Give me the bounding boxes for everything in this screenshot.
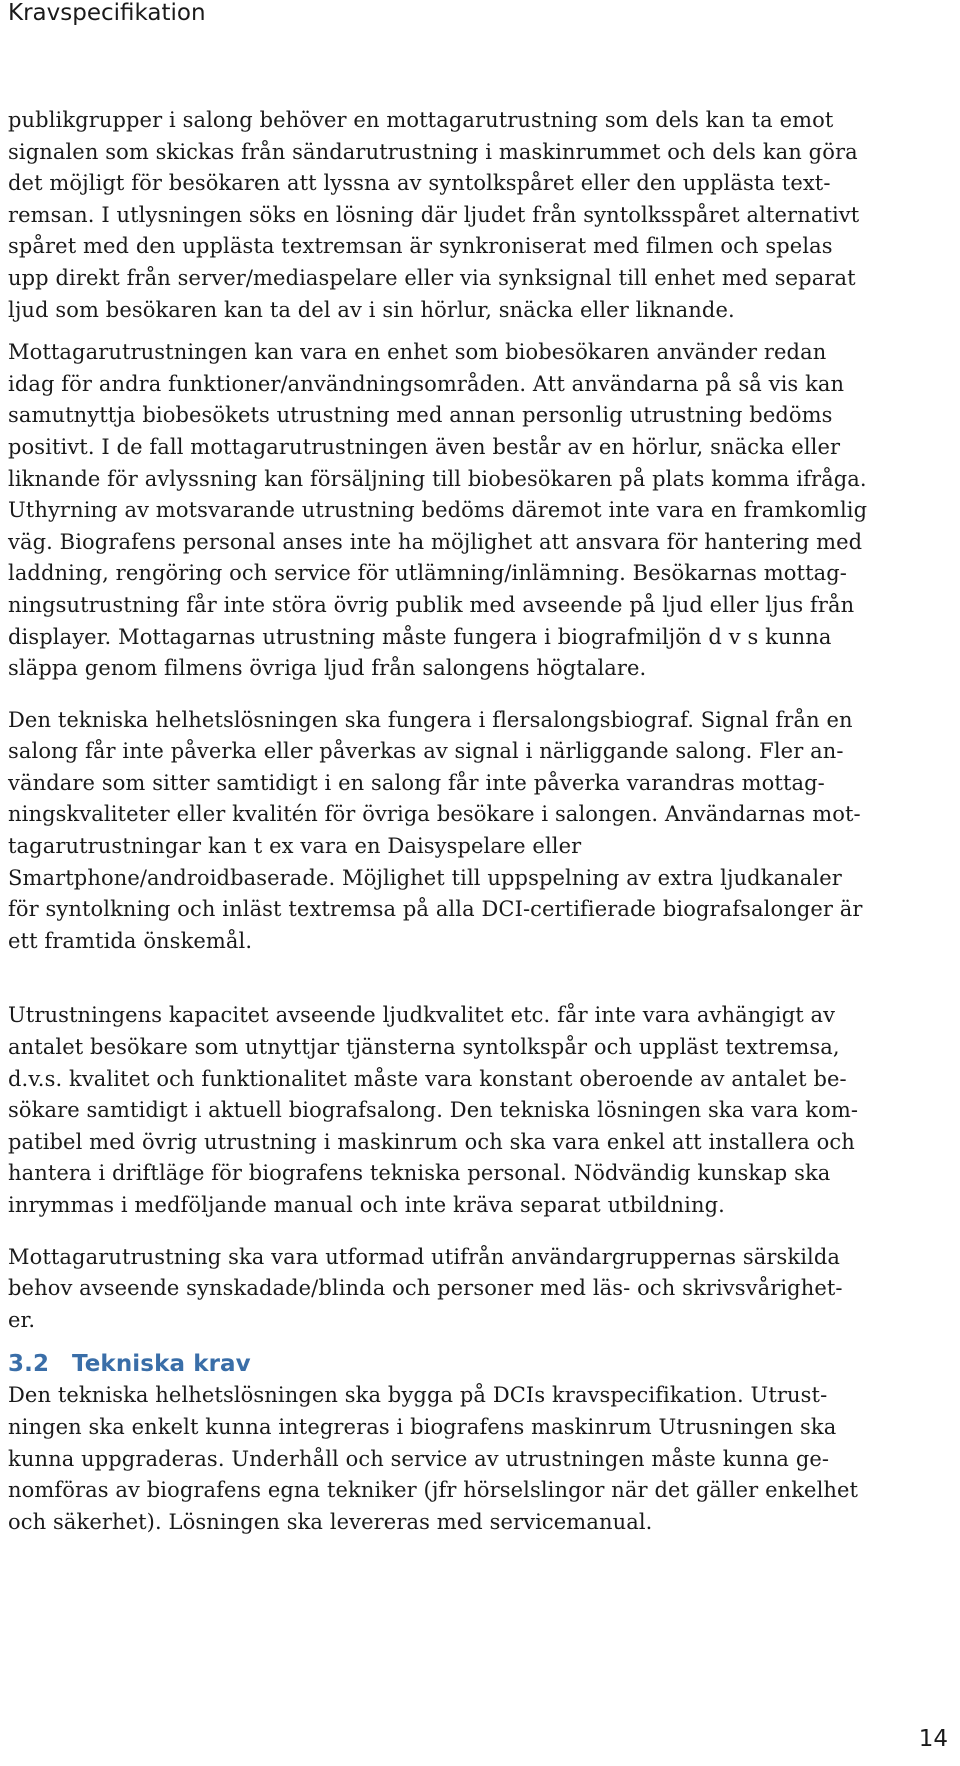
text-line: Smartphone/androidbaserade. Möjlighet till uppspelning av extra ljudkanaler bbox=[8, 865, 842, 890]
text-line: ningskvaliteter eller kvalitén för övriga besökare i salongen. Användarnas mot- bbox=[8, 802, 861, 827]
text-line: antalet besökare som utnyttjar tjänsterna syntolkspår och uppläst textremsa, bbox=[8, 1035, 840, 1060]
text-line: och säkerhet). Lösningen ska levereras med servicemanual. bbox=[8, 1509, 653, 1534]
text-line: signalen som skickas från sändarutrustning i maskinrummet och dels kan göra bbox=[8, 139, 858, 164]
text-line: salong får inte påverka eller påverkas av signal i närliggande salong. Fler an- bbox=[8, 739, 844, 764]
text-line: tagarutrustningar kan t ex vara en Daisyspelare eller bbox=[8, 834, 582, 859]
text-line: Mottagarutrustning ska vara utformad utifrån användargruppernas särskilda bbox=[8, 1244, 841, 1269]
paragraph-receiver-equipment bbox=[8, 105, 948, 326]
text-line: inrymmas i medföljande manual och inte kräva separat utbildning. bbox=[8, 1193, 725, 1217]
text-line: nomföras av biografens egna tekniker (jfr hörselslingor när det gäller enkelhet bbox=[8, 1478, 859, 1503]
text-line: det möjligt för besökaren att lyssna av syntolkspåret eller den upplästa text- bbox=[8, 171, 831, 196]
text-line: Mottagarutrustningen kan vara en enhet som biobesökaren använder redan bbox=[8, 340, 827, 365]
page-number: 14 bbox=[918, 1726, 948, 1752]
text-line: patibel med övrig utrustning i maskinrum och ska vara enkel att installera och bbox=[8, 1129, 855, 1154]
text-line: Den tekniska helhetslösningen ska bygga på DCIs kravspecifikation. Utrust- bbox=[8, 1383, 828, 1408]
text-line: hantera i driftläge för biografens tekniska personal. Nödvändig kunskap ska bbox=[8, 1161, 831, 1186]
document-body bbox=[8, 105, 948, 1538]
text-line: upp direkt från server/mediaspelare eller via synksignal till enhet med separat bbox=[8, 265, 856, 290]
text-line: positivt. I de fall mottagarutrustningen även består av en hörlur, snäcka eller bbox=[8, 434, 841, 459]
text-line: ningsutrustning får inte störa övrig publik med avseende på ljud eller ljus från bbox=[8, 592, 855, 617]
text-line: d.v.s. kvalitet och funktionalitet måste vara konstant oberoende av antalet be- bbox=[8, 1066, 847, 1091]
paragraph-receiver-unit bbox=[8, 337, 948, 685]
text-line: ningen ska enkelt kunna integreras i biografens maskinrum Utrusningen ska bbox=[8, 1414, 837, 1439]
text-line: sökare samtidigt i aktuell biografsalong. Den tekniska lösningen ska vara kom- bbox=[8, 1098, 859, 1123]
text-line: displayer. Mottagarnas utrustning måste fungera i biografmiljön d v s kunna bbox=[8, 624, 832, 649]
text-line: vändare som sitter samtidigt i en salong får inte påverka varandras mottag- bbox=[8, 770, 825, 795]
text-line: Den tekniska helhetslösningen ska fungera i flersalongsbiograf. Signal från en bbox=[8, 707, 853, 732]
section-number: 3.2 bbox=[8, 1351, 50, 1378]
text-line: laddning, rengöring och service för utlämning/inlämning. Besökarnas mottag- bbox=[8, 561, 847, 586]
text-line: Utrustningens kapacitet avseende ljudkvalitet etc. får inte vara avhängigt av bbox=[8, 1003, 836, 1028]
text-line: ljud som besökaren kan ta del av i sin hörlur, snäcka eller liknande. bbox=[8, 297, 735, 322]
paragraph-user-needs bbox=[8, 1242, 948, 1337]
text-line: samutnyttja biobesökets utrustning med annan personlig utrustning bedöms bbox=[8, 403, 833, 428]
text-line: remsan. I utlysningen söks en lösning där ljudet från syntolksspåret alternativt bbox=[8, 202, 860, 227]
paragraph-technical-requirements bbox=[8, 1380, 948, 1538]
text-line: väg. Biografens personal anses inte ha möjlighet att ansvara för hantering med bbox=[8, 529, 863, 554]
text-line: spåret med den upplästa textremsan är synkroniserat med filmen och spelas bbox=[8, 234, 833, 259]
text-line: idag för andra funktioner/användningsområden. Att användarna på så vis kan bbox=[8, 371, 845, 396]
text-line: släppa genom filmens övriga ljud från salongens högtalare. bbox=[8, 656, 647, 681]
text-line: behov avseende synskadade/blinda och personer med läs- och skrivsvårighet- bbox=[8, 1276, 843, 1301]
text-line: för syntolkning och inläst textremsa på alla DCI-certifierade biografsalonger är bbox=[8, 897, 863, 922]
section-title: Tekniska krav bbox=[72, 1351, 251, 1378]
running-header: Kravspecifikation bbox=[8, 0, 206, 26]
text-line: kunna uppgraderas. Underhåll och service av utrustningen måste kunna ge- bbox=[8, 1446, 830, 1471]
text-line: publikgrupper i salong behöver en mottagarutrustning som dels kan ta emot bbox=[8, 108, 834, 132]
text-line: ett framtida önskemål. bbox=[8, 928, 253, 953]
text-line: er. bbox=[8, 1307, 36, 1332]
paragraph-multi-salon bbox=[8, 705, 948, 958]
section-heading bbox=[8, 1348, 948, 1380]
text-line: Uthyrning av motsvarande utrustning bedöms däremot inte vara en framkomlig bbox=[8, 498, 868, 523]
paragraph-capacity bbox=[8, 1000, 948, 1221]
text-line: liknande för avlyssning kan försäljning till biobesökaren på plats komma ifråga. bbox=[8, 466, 867, 491]
